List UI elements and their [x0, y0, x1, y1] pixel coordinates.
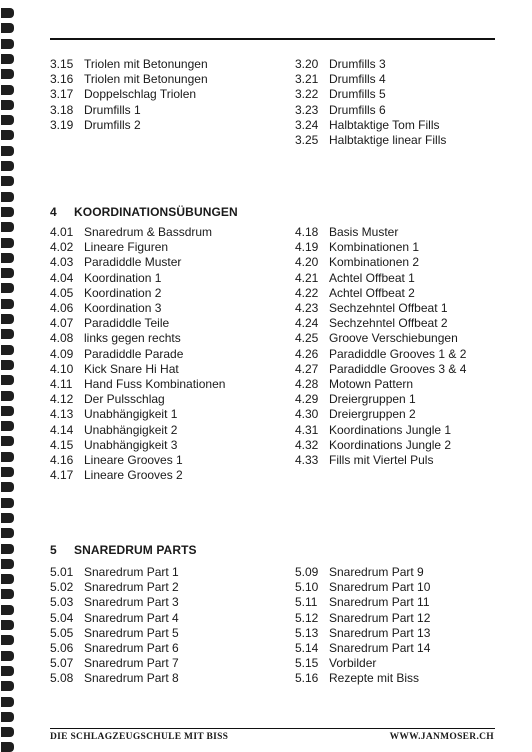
- toc-entry-title: Paradiddle Muster: [84, 255, 182, 270]
- toc-entry: [295, 56, 386, 72]
- footer-website: WWW.JANMOSER.CH: [389, 732, 494, 742]
- toc-entry-title: Drumfills 4: [329, 72, 386, 87]
- toc-entry-title: Snaredrum Part 3: [84, 595, 179, 610]
- spiral-ring: [1, 85, 14, 95]
- spiral-ring: [1, 39, 14, 49]
- toc-entry-number: 4.04: [50, 270, 74, 285]
- toc-entry: [295, 315, 448, 331]
- toc-entry-number: 4.28: [295, 377, 319, 391]
- spiral-ring: [1, 406, 14, 416]
- bottom-rule: [50, 728, 495, 729]
- toc-entry-title: Drumfills 6: [329, 102, 386, 117]
- spiral-ring: [1, 23, 14, 33]
- toc-entry-title: Snaredrum Part 12: [329, 610, 431, 625]
- spiral-ring: [1, 115, 14, 125]
- toc-entry: [50, 346, 183, 362]
- toc-entry-number: 4.33: [295, 453, 319, 467]
- toc-entry-title: Koordination 3: [84, 301, 162, 315]
- section5-number: 5: [50, 543, 57, 557]
- toc-entry-title: Fills mit Viertel Puls: [329, 453, 434, 467]
- toc-entry: [50, 670, 179, 686]
- toc-entry-number: 4.12: [50, 392, 74, 407]
- toc-entry: [295, 564, 424, 580]
- section4-heading: [50, 205, 238, 219]
- toc-entry-title: Snaredrum Part 1: [84, 565, 179, 579]
- toc-entry-number: 4.20: [295, 255, 319, 270]
- toc-entry-number: 4.11: [50, 377, 73, 391]
- spiral-ring: [1, 176, 14, 186]
- toc-entry-number: 4.08: [50, 331, 74, 346]
- toc-entry-number: 4.06: [50, 301, 74, 315]
- toc-entry-title: Groove Verschiebungen: [329, 331, 458, 346]
- toc-entry: [295, 579, 430, 595]
- section4-title: KOORDINATIONSÜBUNGEN: [74, 205, 238, 219]
- spiral-binding: [0, 0, 16, 750]
- toc-entry-number: 4.21: [295, 270, 319, 285]
- toc-entry-number: 3.21: [295, 72, 319, 87]
- toc-entry-title: Paradiddle Parade: [84, 346, 184, 361]
- toc-entry-number: 4.07: [50, 316, 74, 331]
- spiral-ring: [1, 54, 14, 64]
- toc-entry-number: 4.01: [50, 225, 74, 239]
- toc-entry: [295, 270, 415, 286]
- toc-entry: [295, 132, 446, 148]
- toc-entry-number: 5.16: [295, 671, 319, 686]
- toc-entry: [50, 452, 183, 468]
- toc-entry-number: 5.01: [50, 565, 74, 579]
- spiral-ring: [1, 192, 14, 202]
- spiral-ring: [1, 436, 14, 446]
- toc-entry-number: 4.32: [295, 437, 319, 452]
- toc-entry-number: 4.24: [295, 316, 319, 331]
- toc-entry-title: Doppelschlag Triolen: [84, 87, 197, 102]
- toc-entry: [295, 640, 430, 656]
- toc-entry: [50, 254, 181, 270]
- toc-entry-title: Unabhängigkeit 1: [84, 407, 178, 422]
- toc-entry-title: Halbtaktige linear Fills: [329, 133, 447, 147]
- spiral-ring: [1, 651, 14, 661]
- toc-entry-title: Lineare Figuren: [84, 240, 169, 255]
- toc-entry-title: Snaredrum Part 10: [329, 580, 431, 595]
- toc-entry: [50, 71, 208, 87]
- toc-entry: [50, 117, 141, 133]
- toc-entry-number: 3.18: [50, 102, 74, 117]
- spiral-ring: [1, 283, 14, 293]
- toc-entry-number: 4.19: [295, 240, 319, 255]
- spiral-ring: [1, 238, 14, 248]
- toc-entry: [295, 71, 386, 87]
- section4-number: 4: [50, 205, 57, 219]
- toc-entry: [295, 117, 439, 133]
- spiral-ring: [1, 345, 14, 355]
- toc-entry-title: Achtel Offbeat 1: [329, 270, 415, 285]
- toc-entry-number: 4.09: [50, 346, 74, 361]
- spiral-ring: [1, 130, 14, 140]
- toc-entry: [50, 422, 177, 438]
- toc-entry-title: Snaredrum Part 8: [84, 671, 179, 686]
- toc-entry: [295, 655, 376, 671]
- toc-entry: [50, 564, 179, 580]
- toc-entry-number: 4.17: [50, 468, 74, 483]
- toc-entry-number: 4.10: [50, 361, 74, 376]
- toc-entry-title: Dreiergruppen 1: [329, 392, 416, 407]
- toc-entry-title: Koordination 1: [84, 270, 162, 285]
- toc-entry-title: Snaredrum Part 6: [84, 641, 179, 655]
- toc-entry-title: Drumfills 5: [329, 87, 386, 102]
- toc-entry-title: Sechzehntel Offbeat 1: [329, 301, 448, 315]
- toc-entry: [50, 437, 177, 453]
- toc-entry-title: Paradiddle Grooves 1 & 2: [329, 346, 467, 361]
- toc-entry-number: 5.04: [50, 610, 74, 625]
- toc-entry-number: 4.26: [295, 346, 319, 361]
- spiral-ring: [1, 498, 14, 508]
- toc-entry: [50, 239, 168, 255]
- toc-entry: [50, 376, 225, 392]
- toc-entry-number: 5.10: [295, 580, 319, 595]
- toc-entry-title: Lineare Grooves 2: [84, 468, 183, 483]
- toc-entry-title: Vorbilder: [329, 656, 377, 671]
- toc-entry: [295, 254, 419, 270]
- toc-entry-title: Koordinations Jungle 2: [329, 437, 452, 452]
- toc-entry-number: 5.09: [295, 565, 319, 579]
- spiral-ring: [1, 712, 14, 722]
- toc-entry-title: Drumfills 2: [84, 117, 141, 132]
- toc-entry-title: Koordinations Jungle 1: [329, 422, 452, 437]
- toc-entry-number: 3.22: [295, 87, 319, 102]
- toc-entry-title: Paradiddle Teile: [84, 316, 170, 331]
- spiral-ring: [1, 391, 14, 401]
- toc-entry-title: Snaredrum Part 11: [329, 595, 430, 610]
- toc-entry-title: Snaredrum Part 7: [84, 656, 179, 671]
- toc-entry: [50, 86, 196, 102]
- toc-entry-number: 4.03: [50, 255, 74, 270]
- toc-entry-number: 3.19: [50, 117, 74, 132]
- toc-entry: [295, 594, 430, 610]
- section5-heading: [50, 543, 197, 557]
- toc-entry: [50, 655, 179, 671]
- toc-entry-title: Rezepte mit Biss: [329, 671, 420, 686]
- toc-entry: [50, 361, 179, 377]
- spiral-ring: [1, 605, 14, 615]
- toc-entry-title: Der Pulsschlag: [84, 392, 165, 407]
- spiral-ring: [1, 635, 14, 645]
- toc-entry-number: 4.23: [295, 301, 319, 315]
- toc-entry-number: 5.12: [295, 610, 319, 625]
- top-rule: [50, 38, 495, 40]
- toc-entry-number: 4.14: [50, 422, 74, 437]
- toc-entry-title: Motown Pattern: [329, 377, 414, 391]
- spiral-ring: [1, 253, 14, 263]
- toc-entry-number: 4.27: [295, 361, 319, 376]
- toc-entry: [50, 285, 161, 301]
- toc-entry: [295, 346, 466, 362]
- toc-entry: [50, 406, 177, 422]
- spiral-ring: [1, 207, 14, 217]
- toc-entry-title: Achtel Offbeat 2: [329, 285, 415, 300]
- toc-entry-number: 4.31: [295, 422, 319, 437]
- toc-entry-title: Paradiddle Grooves 3 & 4: [329, 361, 467, 376]
- toc-entry: [50, 391, 165, 407]
- toc-entry-number: 4.15: [50, 437, 74, 452]
- toc-entry-number: 4.25: [295, 331, 319, 346]
- toc-entry: [50, 56, 208, 72]
- toc-entry-number: 4.05: [50, 285, 74, 300]
- spiral-ring: [1, 146, 14, 156]
- spiral-ring: [1, 727, 14, 737]
- spiral-ring: [1, 452, 14, 462]
- toc-entry-number: 3.17: [50, 87, 74, 102]
- spiral-ring: [1, 513, 14, 523]
- footer-tagline: DIE SCHLAGZEUGSCHULE MIT BISS: [50, 732, 229, 742]
- spiral-ring: [1, 8, 14, 18]
- spiral-ring: [1, 69, 14, 79]
- toc-entry-title: Kick Snare Hi Hat: [84, 361, 179, 376]
- toc-entry: [295, 224, 398, 240]
- spiral-ring: [1, 589, 14, 599]
- toc-entry: [295, 670, 419, 686]
- toc-entry-title: Unabhängigkeit 2: [84, 422, 178, 437]
- toc-entry: [295, 285, 415, 301]
- toc-entry-title: Snaredrum Part 14: [329, 641, 431, 655]
- toc-entry-title: Snaredrum Part 5: [84, 625, 179, 640]
- section5-title: SNAREDRUM PARTS: [74, 543, 197, 557]
- toc-entry: [295, 610, 430, 626]
- toc-entry: [50, 330, 181, 346]
- toc-entry-title: Lineare Grooves 1: [84, 453, 183, 467]
- spiral-ring: [1, 620, 14, 630]
- toc-entry-number: 4.16: [50, 453, 74, 467]
- spiral-ring: [1, 681, 14, 691]
- toc-entry-number: 5.11: [295, 595, 318, 610]
- toc-entry-number: 5.13: [295, 625, 319, 640]
- toc-entry-number: 4.29: [295, 392, 319, 407]
- toc-entry-title: Snaredrum & Bassdrum: [84, 225, 213, 239]
- toc-entry: [50, 315, 169, 331]
- toc-entry: [50, 610, 179, 626]
- toc-entry: [295, 300, 448, 316]
- spiral-ring: [1, 375, 14, 385]
- spiral-ring: [1, 482, 14, 492]
- spiral-ring: [1, 742, 14, 752]
- spiral-ring: [1, 528, 14, 538]
- toc-entry: [50, 102, 141, 118]
- toc-entry: [50, 579, 179, 595]
- toc-entry-number: 3.25: [295, 133, 319, 147]
- spiral-ring: [1, 329, 14, 339]
- spiral-ring: [1, 299, 14, 309]
- toc-entry-title: Halbtaktige Tom Fills: [329, 117, 440, 132]
- spiral-ring: [1, 467, 14, 477]
- toc-entry: [50, 594, 179, 610]
- toc-entry-number: 5.03: [50, 595, 74, 610]
- toc-entry-title: Koordination 2: [84, 285, 162, 300]
- toc-entry: [295, 437, 451, 453]
- toc-entry-number: 4.22: [295, 285, 319, 300]
- toc-entry-number: 5.05: [50, 625, 74, 640]
- toc-entry-title: Sechzehntel Offbeat 2: [329, 316, 448, 331]
- toc-entry-title: Triolen mit Betonungen: [84, 72, 208, 87]
- spiral-ring: [1, 314, 14, 324]
- spiral-ring: [1, 421, 14, 431]
- spiral-ring: [1, 100, 14, 110]
- toc-entry-number: 3.23: [295, 102, 319, 117]
- spiral-ring: [1, 360, 14, 370]
- toc-entry-title: Unabhängigkeit 3: [84, 437, 178, 452]
- toc-entry-title: Drumfills 3: [329, 57, 386, 71]
- toc-entry-title: Hand Fuss Kombinationen: [84, 377, 226, 391]
- toc-entry: [295, 376, 413, 392]
- spiral-ring: [1, 559, 14, 569]
- toc-entry-number: 3.16: [50, 72, 74, 87]
- spiral-ring: [1, 666, 14, 676]
- toc-entry: [295, 391, 416, 407]
- toc-entry: [50, 270, 161, 286]
- toc-entry-number: 3.15: [50, 57, 74, 71]
- toc-entry: [295, 330, 458, 346]
- toc-entry-number: 5.02: [50, 580, 74, 595]
- toc-entry-title: Snaredrum Part 2: [84, 580, 179, 595]
- toc-entry: [295, 86, 386, 102]
- toc-entry: [295, 422, 451, 438]
- toc-entry: [295, 625, 430, 641]
- spiral-ring: [1, 161, 14, 171]
- toc-entry: [50, 224, 212, 240]
- spiral-ring: [1, 268, 14, 278]
- toc-entry-title: Basis Muster: [329, 225, 399, 239]
- toc-entry-title: Kombinationen 1: [329, 240, 420, 255]
- spiral-ring: [1, 222, 14, 232]
- toc-entry: [295, 452, 433, 468]
- toc-entry: [295, 239, 419, 255]
- toc-entry-title: Snaredrum Part 9: [329, 565, 424, 579]
- toc-entry-number: 4.18: [295, 225, 319, 239]
- toc-entry: [50, 640, 179, 656]
- toc-entry-number: 3.24: [295, 117, 319, 132]
- toc-entry-title: Kombinationen 2: [329, 255, 420, 270]
- toc-entry-number: 5.08: [50, 671, 74, 686]
- spiral-ring: [1, 544, 14, 554]
- toc-entry-number: 4.02: [50, 240, 74, 255]
- toc-entry-title: Snaredrum Part 13: [329, 625, 431, 640]
- toc-entry-title: Triolen mit Betonungen: [84, 57, 208, 71]
- toc-entry-number: 5.06: [50, 641, 74, 655]
- toc-entry-title: Drumfills 1: [84, 102, 141, 117]
- spiral-ring: [1, 574, 14, 584]
- toc-entry: [50, 467, 183, 483]
- toc-entry-title: Dreiergruppen 2: [329, 407, 416, 422]
- toc-entry: [50, 625, 179, 641]
- toc-entry-title: links gegen rechts: [84, 331, 181, 346]
- toc-entry-number: 4.13: [50, 407, 74, 422]
- toc-entry: [295, 406, 416, 422]
- toc-entry-number: 4.30: [295, 407, 319, 422]
- toc-entry-number: 5.07: [50, 656, 74, 671]
- toc-entry: [50, 300, 161, 316]
- toc-entry-number: 3.20: [295, 57, 319, 71]
- toc-entry-number: 5.14: [295, 641, 319, 655]
- toc-entry-title: Snaredrum Part 4: [84, 610, 179, 625]
- spiral-ring: [1, 697, 14, 707]
- toc-entry: [295, 102, 386, 118]
- toc-entry-number: 5.15: [295, 656, 319, 671]
- toc-entry: [295, 361, 466, 377]
